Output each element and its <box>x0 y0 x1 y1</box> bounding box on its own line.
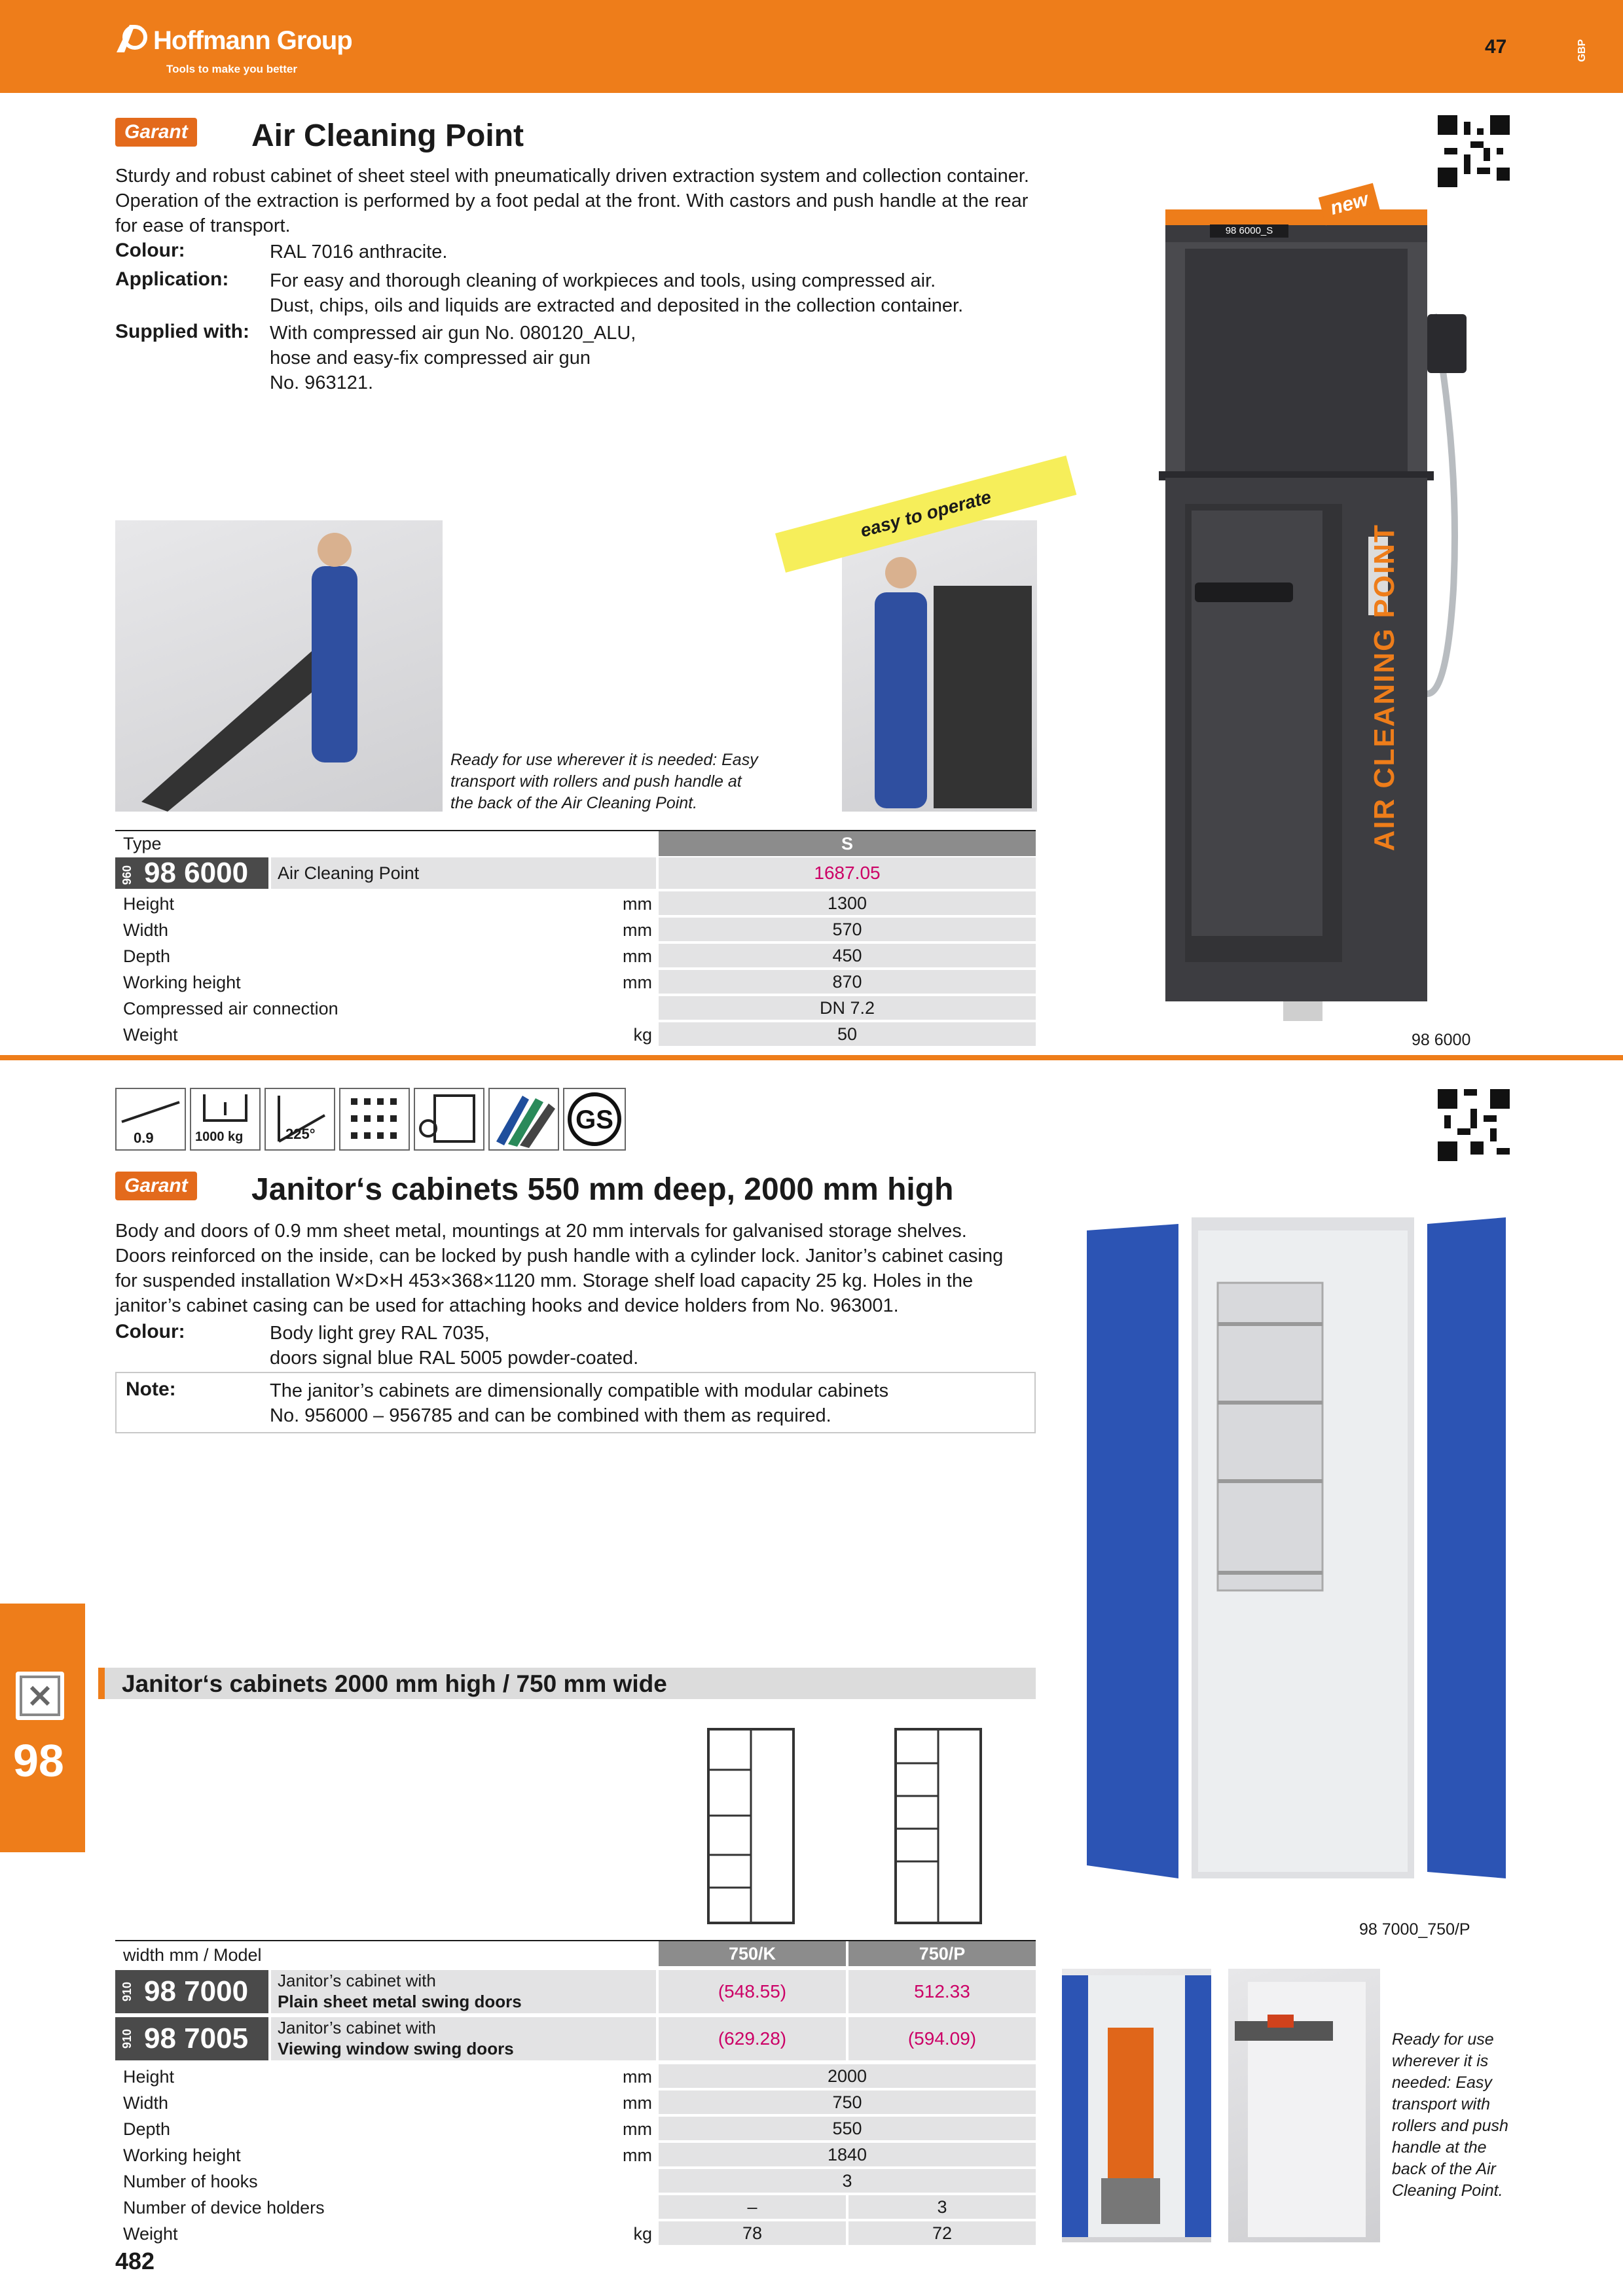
brand-name: Hoffmann Group <box>153 26 352 55</box>
table-row: Width mm 570 <box>115 918 1036 942</box>
sheet-thickness-icon: 0.9 <box>115 1088 186 1151</box>
ribbon-easy-to-operate: easy to operate <box>775 456 1076 573</box>
product-sign: 98 6000_S <box>1210 224 1288 238</box>
svg-text:GS: GS <box>575 1105 613 1134</box>
table-row: Number of device holders – 3 <box>115 2195 1036 2220</box>
table-row: Working height mm 1840 <box>115 2143 1036 2168</box>
product-side-label: AIR CLEANING POINT <box>1368 524 1400 852</box>
photo-perforated-panel-hooks <box>1228 1969 1380 2242</box>
janitor-cabinet-product-image <box>1080 1204 1512 1885</box>
table-row: Depth mm 450 <box>115 944 1036 969</box>
chapter-icon <box>16 1672 64 1720</box>
garant-badge: Garant <box>115 118 197 147</box>
product-row: 910 98 7005 Janitor’s cabinet with Viewing window swing doors (629.28) (594.09) <box>115 2017 1036 2060</box>
janitor-spec-table <box>115 2064 1036 2248</box>
colour-label: Colour: <box>115 240 185 261</box>
table-row: Weight kg 50 <box>115 1022 1036 1047</box>
table-row: Number of hooks 3 <box>115 2169 1036 2194</box>
cabinet-drawing-750k <box>707 1728 795 1924</box>
qr-code-icon <box>1438 1089 1510 1161</box>
footer-page-number: 482 <box>115 2248 155 2274</box>
door-angle-icon: 225° <box>264 1088 335 1151</box>
supplied-label: Supplied with: <box>115 321 249 342</box>
table-type-row: Type S <box>115 830 1036 856</box>
section-divider <box>0 1055 1623 1060</box>
table-row: Working height mm 870 <box>115 970 1036 995</box>
supplied-value: With compressed air gun No. 080120_ALU, hose and easy-fix compressed air gun No. 963121. <box>270 323 636 393</box>
product-row: 910 98 7000 Janitor’s cabinet with Plain sheet metal swing doors (548.55) 512.33 <box>115 1970 1036 2013</box>
colour-value: RAL 7016 anthracite. <box>270 242 448 262</box>
table-row: Height mm 2000 <box>115 2064 1036 2089</box>
colour-swatch-icon <box>488 1088 559 1151</box>
perforated-panel-icon <box>339 1088 410 1151</box>
air-cleaning-spec-table <box>115 891 1036 1047</box>
load-capacity-icon: 1000 kg <box>190 1088 261 1151</box>
currency-label: GBP <box>1577 39 1588 62</box>
janitor-description: Body and doors of 0.9 mm sheet metal, mountings at 20 mm intervals for galvanised storage shelves. Doors reinforced on the inside, can be locked by push handle with a cylinder lock. Janitor’s cabinet casing for suspended installation W×D×H 453×368×1120 mm. Storage shelf load capacity 25 kg. Holes in the janitor’s cabinet casing can be used for attaching hooks and device holders from No. 963001. <box>115 1221 1004 1316</box>
table-row: Compressed air connection DN 7.2 <box>115 996 1036 1021</box>
hoffmann-logo-icon <box>115 20 151 55</box>
lock-icon <box>414 1088 484 1151</box>
section-title-air-cleaning: Air Cleaning Point <box>251 118 524 153</box>
brand-tagline: Tools to make you better <box>166 63 297 75</box>
air-cleaning-caption: Ready for use wherever it is needed: Easy transport with rollers and push handle at the back of the Air Cleaning Point. <box>450 751 758 812</box>
table-row: Depth mm 550 <box>115 2117 1036 2142</box>
air-cleaning-point-product-image <box>1120 196 1486 1028</box>
janitor-caption: Ready for use wherever it is needed: Easy transport with rollers and push handle at the back of the Air Cleaning Point. <box>1392 2030 1508 2200</box>
new-badge: new <box>1319 183 1380 226</box>
gs-certification-icon <box>563 1088 626 1151</box>
table-article-row: 960 98 6000 Air Cleaning Point 1687.05 <box>115 857 1036 889</box>
subsection-bar: Janitor‘s cabinets 2000 mm high / 750 mm wide <box>98 1668 1036 1699</box>
photo-cabinet-with-vacuum <box>1062 1969 1211 2242</box>
qr-code-icon <box>1438 115 1510 187</box>
air-cleaning-description: Sturdy and robust cabinet of sheet steel with pneumatically driven extraction system and collection container. Operation of the extraction is performed by a foot pedal at the front. With castors and push handle at the rear for ease of transport. <box>115 166 1029 236</box>
janitor-table-header: width mm / Model 750/K 750/P <box>115 1940 1036 1967</box>
catalogue-page-number: 47 <box>1485 36 1507 58</box>
colour-label: Colour: <box>115 1321 185 1342</box>
table-row: Width mm 750 <box>115 2090 1036 2115</box>
garant-badge: Garant <box>115 1172 197 1200</box>
chapter-side-tab: 98 <box>0 1604 85 1852</box>
table-row: Height mm 1300 <box>115 891 1036 916</box>
article-number-box: 960 98 6000 <box>115 857 268 889</box>
photo-transporting-cabinet <box>115 520 443 812</box>
feature-icons <box>115 1088 626 1151</box>
photo-operating-cabinet <box>842 520 1037 812</box>
section-title-janitor: Janitor‘s cabinets 550 mm deep, 2000 mm high <box>251 1172 954 1207</box>
image-reference: 98 6000 <box>1412 1031 1471 1049</box>
table-row: Weight kg 78 72 <box>115 2221 1036 2246</box>
image-reference: 98 7000_750/P <box>1359 1920 1470 1939</box>
application-value: For easy and thorough cleaning of workpieces and tools, using compressed air. Dust, chips, oils and liquids are extracted and deposited in the collection container. <box>270 270 964 316</box>
cabinet-drawing-750p <box>894 1728 982 1924</box>
note-box: Note: The janitor’s cabinets are dimensionally compatible with modular cabinets No. 956000 – 956785 and can be combined with them as required. <box>115 1372 1036 1433</box>
colour-value: Body light grey RAL 7035, doors signal blue RAL 5005 powder-coated. <box>270 1323 639 1369</box>
application-label: Application: <box>115 268 229 290</box>
